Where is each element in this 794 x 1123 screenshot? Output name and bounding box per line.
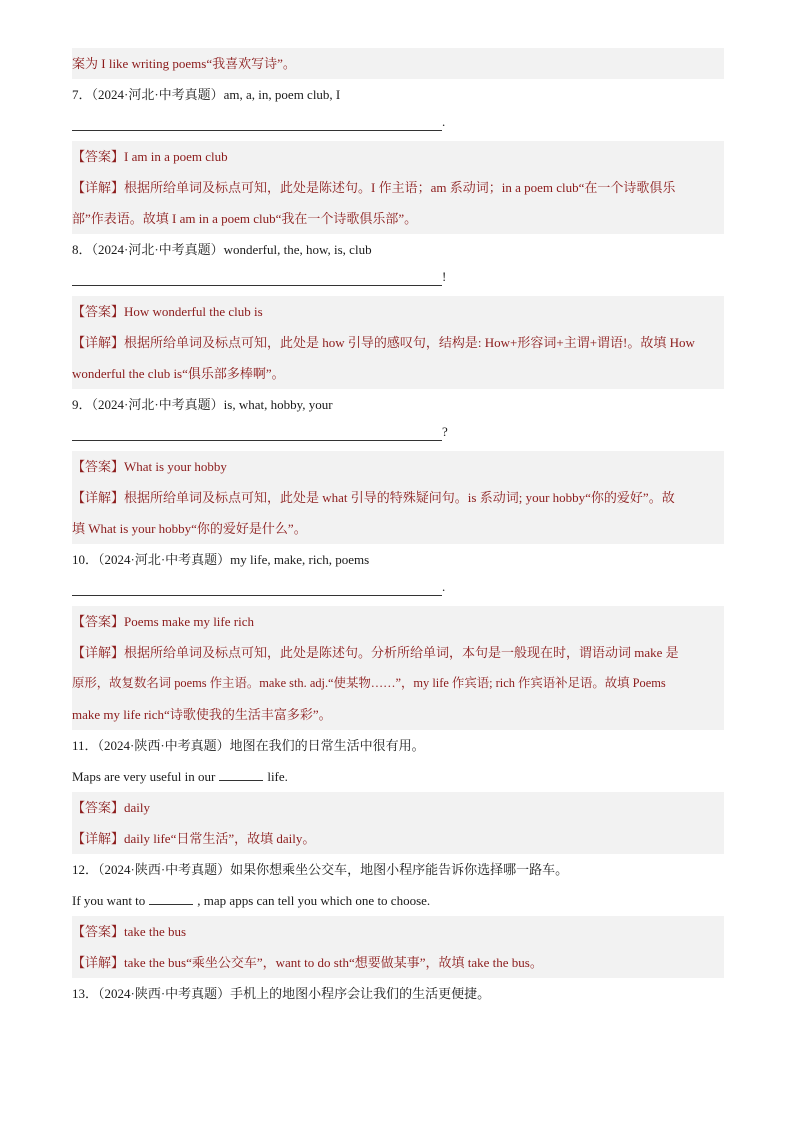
detail-text: wonderful the club is“俱乐部多棒啊”。 — [72, 366, 285, 381]
question-10-answer-line — [72, 575, 724, 606]
answer-rule — [72, 595, 442, 596]
question-11-sentence — [72, 761, 724, 792]
answer-rule — [72, 130, 442, 131]
answer-text: How wonderful the club is — [124, 304, 263, 319]
question-9 — [72, 389, 724, 420]
answer-tag: 【答案】 — [72, 924, 125, 939]
answer-tag: 【答案】 — [72, 459, 125, 474]
question-7 — [72, 79, 724, 110]
question-12 — [72, 854, 724, 885]
detail-text: 根据所给单词及标点可知，此处是 what 引导的特殊疑问句。is 系动词; your hobby“你的爱好”。故 — [124, 490, 675, 505]
detail-tag: 【详解】 — [72, 645, 125, 660]
answer-punct: . — [442, 579, 446, 594]
answer-text: Poems make my life rich — [124, 614, 254, 629]
answer-text: take the bus — [124, 924, 187, 939]
sentence-post: life. — [267, 769, 288, 784]
answer-punct: ! — [442, 269, 447, 284]
detail-text: 根据所给单词及标点可知，此处是陈述句。I 作主语；am 系动词；in a poem club“在一个诗歌俱乐 — [124, 180, 676, 195]
detail-text: 根据所给单词及标点可知，此处是 how 引导的感叹句，结构是: How+形容词+主谓+谓语!。故填 How — [124, 335, 695, 350]
question-8-answer-line — [72, 265, 724, 296]
answer-block-10 — [72, 606, 724, 730]
question-12-text: 12．（2024·陕西·中考真题）如果你想乘坐公交车，地图小程序能告诉你选择哪一路车。 — [72, 862, 569, 877]
question-12-sentence — [72, 885, 724, 916]
answer-block-9 — [72, 451, 724, 544]
sentence-post: , map apps can tell you which one to choose. — [197, 893, 431, 908]
detail-text: 填 What is your hobby“你的爱好是什么”。 — [72, 521, 307, 536]
question-11 — [72, 730, 724, 761]
detail-text: 根据所给单词及标点可知，此处是陈述句。分析所给单词，本句是一般现在时，谓语动词 make 是 — [124, 645, 679, 660]
detail-tag: 【详解】 — [72, 490, 125, 505]
question-7-text: 7．（2024·河北·中考真题）am, a, in, poem club, I — [72, 87, 341, 102]
question-7-answer-line — [72, 110, 724, 141]
answer-punct: ? — [442, 424, 448, 439]
question-10-text: 10．（2024·河北·中考真题）my life, make, rich, poems — [72, 552, 370, 567]
answer-tag: 【答案】 — [72, 800, 125, 815]
fill-blank — [149, 890, 193, 905]
detail-tag: 【详解】 — [72, 831, 125, 846]
document-page — [72, 48, 724, 1009]
detail-text: take the bus“乘坐公交车”，want to do sth“想要做某事”，故填 take the bus。 — [124, 955, 543, 970]
question-13 — [72, 978, 724, 1009]
answer-text: I am in a poem club — [124, 149, 228, 164]
answer-tag: 【答案】 — [72, 304, 125, 319]
answer-rule — [72, 285, 442, 286]
answer-block-7 — [72, 141, 724, 234]
sentence-pre: Maps are very useful in our — [72, 769, 216, 784]
answer-tag: 【答案】 — [72, 149, 125, 164]
question-11-text: 11．（2024·陕西·中考真题）地图在我们的日常生活中很有用。 — [72, 738, 425, 753]
detail-tag: 【详解】 — [72, 335, 125, 350]
answer-text: daily — [124, 800, 151, 815]
sentence-pre: If you want to — [72, 893, 146, 908]
question-9-text: 9．（2024·河北·中考真题）is, what, hobby, your — [72, 397, 333, 412]
answer-block-8 — [72, 296, 724, 389]
question-8-text: 8．（2024·河北·中考真题）wonderful, the, how, is, club — [72, 242, 372, 257]
question-8 — [72, 234, 724, 265]
question-9-answer-line — [72, 420, 724, 451]
answer-tag: 【答案】 — [72, 614, 125, 629]
answer-block-11 — [72, 792, 724, 854]
detail-tag: 【详解】 — [72, 955, 125, 970]
detail-tag: 【详解】 — [72, 180, 125, 195]
answer-text: What is your hobby — [124, 459, 227, 474]
prev-answer-tail — [72, 48, 724, 79]
prev-answer-text: 案为 I like writing poems“我喜欢写诗”。 — [72, 56, 296, 71]
fill-blank — [219, 766, 263, 781]
answer-rule — [72, 440, 442, 441]
question-10 — [72, 544, 724, 575]
answer-block-12 — [72, 916, 724, 978]
detail-text: 部”作表语。故填 I am in a poem club“我在一个诗歌俱乐部”。 — [72, 211, 418, 226]
answer-punct: . — [442, 114, 446, 129]
detail-text: daily life“日常生活”，故填 daily。 — [124, 831, 316, 846]
detail-text: make my life rich“诗歌使我的生活丰富多彩”。 — [72, 707, 332, 722]
detail-text: 原形，故复数名词 poems 作主语。make sth. adj.“使某物……”，my life 作宾语; rich 作宾语补足语。故填 Poems — [72, 676, 666, 690]
question-13-text: 13．（2024·陕西·中考真题）手机上的地图小程序会让我们的生活更便捷。 — [72, 986, 491, 1001]
